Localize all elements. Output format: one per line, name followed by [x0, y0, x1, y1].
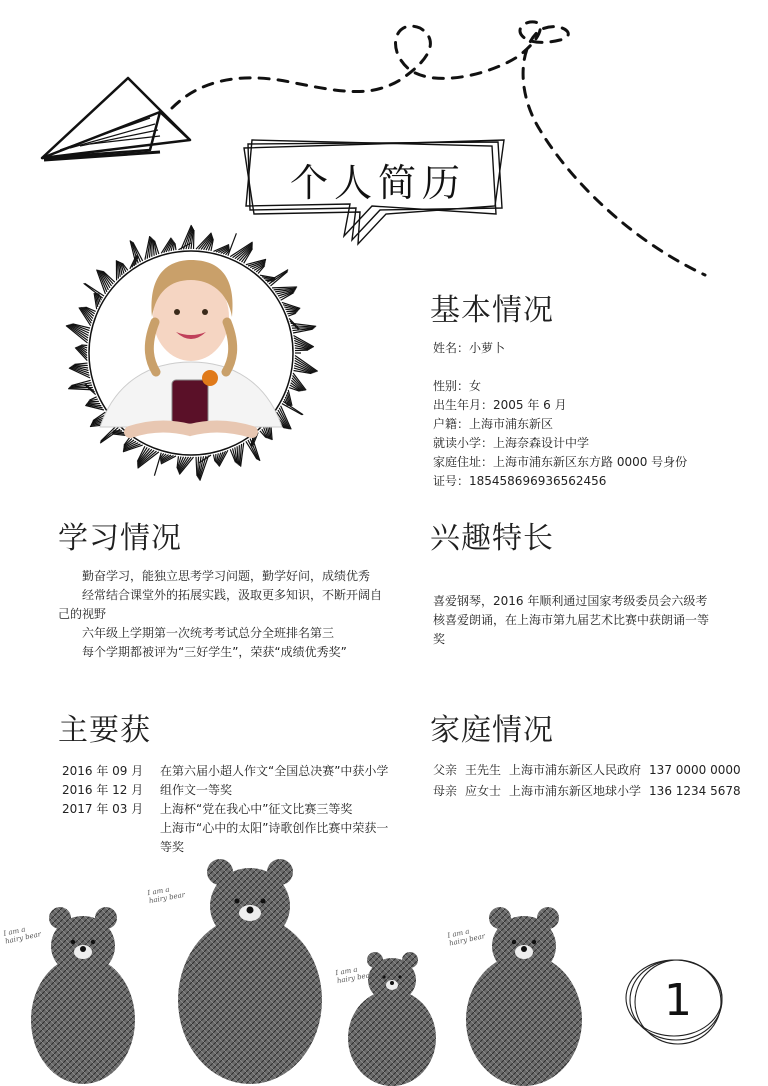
- award-items: [160, 762, 392, 857]
- family-name: 王先生: [465, 763, 502, 777]
- paper-plane-icon: [42, 78, 190, 160]
- study-heading: 学习情况: [58, 521, 182, 556]
- study-line: 六年级上学期第一次统考考试总分全班排名第三: [82, 626, 335, 640]
- family-relation: 父亲: [433, 763, 458, 777]
- basic-hukou: 户籍：上海市浦东新区: [433, 417, 554, 431]
- family-heading: 家庭情况: [430, 713, 554, 748]
- study-text: [58, 567, 390, 662]
- bear-icon: [178, 859, 322, 1084]
- page-title: 个人简历: [290, 161, 467, 205]
- bear-note: I am a hairy bear: [446, 927, 486, 948]
- award-item: 上海市“心中的太阳”诗歌创作比赛中荣获一等奖: [160, 821, 389, 854]
- family-org: 上海市浦东新区地球小学: [509, 784, 642, 798]
- basic-birth: 出生年月：2005 年 6 月: [433, 398, 567, 412]
- family-row: [433, 781, 763, 802]
- awards-list: [62, 762, 396, 857]
- bear-note: I am a hairy bear: [334, 965, 374, 986]
- bear-note: I am a hairy bear: [146, 885, 186, 906]
- basic-info: [433, 339, 753, 491]
- study-line: 勤奋学习，能独立思考学习问题，勤学好问，成绩优秀: [82, 569, 371, 583]
- family-phone: 136 1234 5678: [649, 784, 741, 798]
- family-org: 上海市浦东新区人民政府: [509, 763, 642, 777]
- family-name: 应女士: [465, 784, 502, 798]
- study-line: 经常结合课堂外的拓展实践，汲取更多知识，不断开阔自己的视野: [58, 588, 383, 621]
- spacer: [433, 358, 753, 377]
- basic-address: 家庭住址：上海市浦东新区东方路 0000 号身份: [433, 455, 688, 469]
- basic-id: 证号：185458696936562456: [433, 474, 607, 488]
- family-relation: 母亲: [433, 784, 458, 798]
- hobby-text: 喜爱钢琴，2016 年顺利通过国家考级委员会六级考核喜爱朗诵，在上海市第九届艺术比赛中获朗诵一等奖: [433, 594, 710, 646]
- award-item: 在第六届小超人作文“全国总决赛”中获小学组作文一等奖: [160, 764, 389, 797]
- portrait-frame: [60, 222, 322, 484]
- hobby-heading: 兴趣特长: [430, 521, 554, 556]
- family-list: [433, 760, 763, 802]
- award-date: 2016 年 09 月: [62, 764, 144, 778]
- award-date: 2016 年 12 月: [62, 783, 144, 797]
- basic-gender: 性别：女: [433, 379, 482, 393]
- bear-note: I am a hairy bear: [2, 925, 42, 946]
- study-line: 每个学期都被评为“三好学生”，荣获“成绩优秀奖”: [82, 645, 347, 659]
- page-number: 1: [664, 975, 692, 1026]
- family-row: [433, 760, 763, 781]
- award-dates: [62, 762, 160, 857]
- award-date: 2017 年 03 月: [62, 802, 144, 816]
- basic-info-heading: 基本情况: [430, 293, 554, 328]
- bears-illustration: [0, 850, 768, 1086]
- award-item: 上海杯“党在我心中”征文比赛三等奖: [160, 802, 353, 816]
- family-phone: 137 0000 0000: [649, 763, 741, 777]
- awards-heading: 主要获: [58, 713, 151, 748]
- basic-name: 姓名：小萝卜: [433, 341, 506, 355]
- bear-icon: [31, 907, 135, 1084]
- basic-school: 就读小学：上海奈森设计中学: [433, 436, 590, 450]
